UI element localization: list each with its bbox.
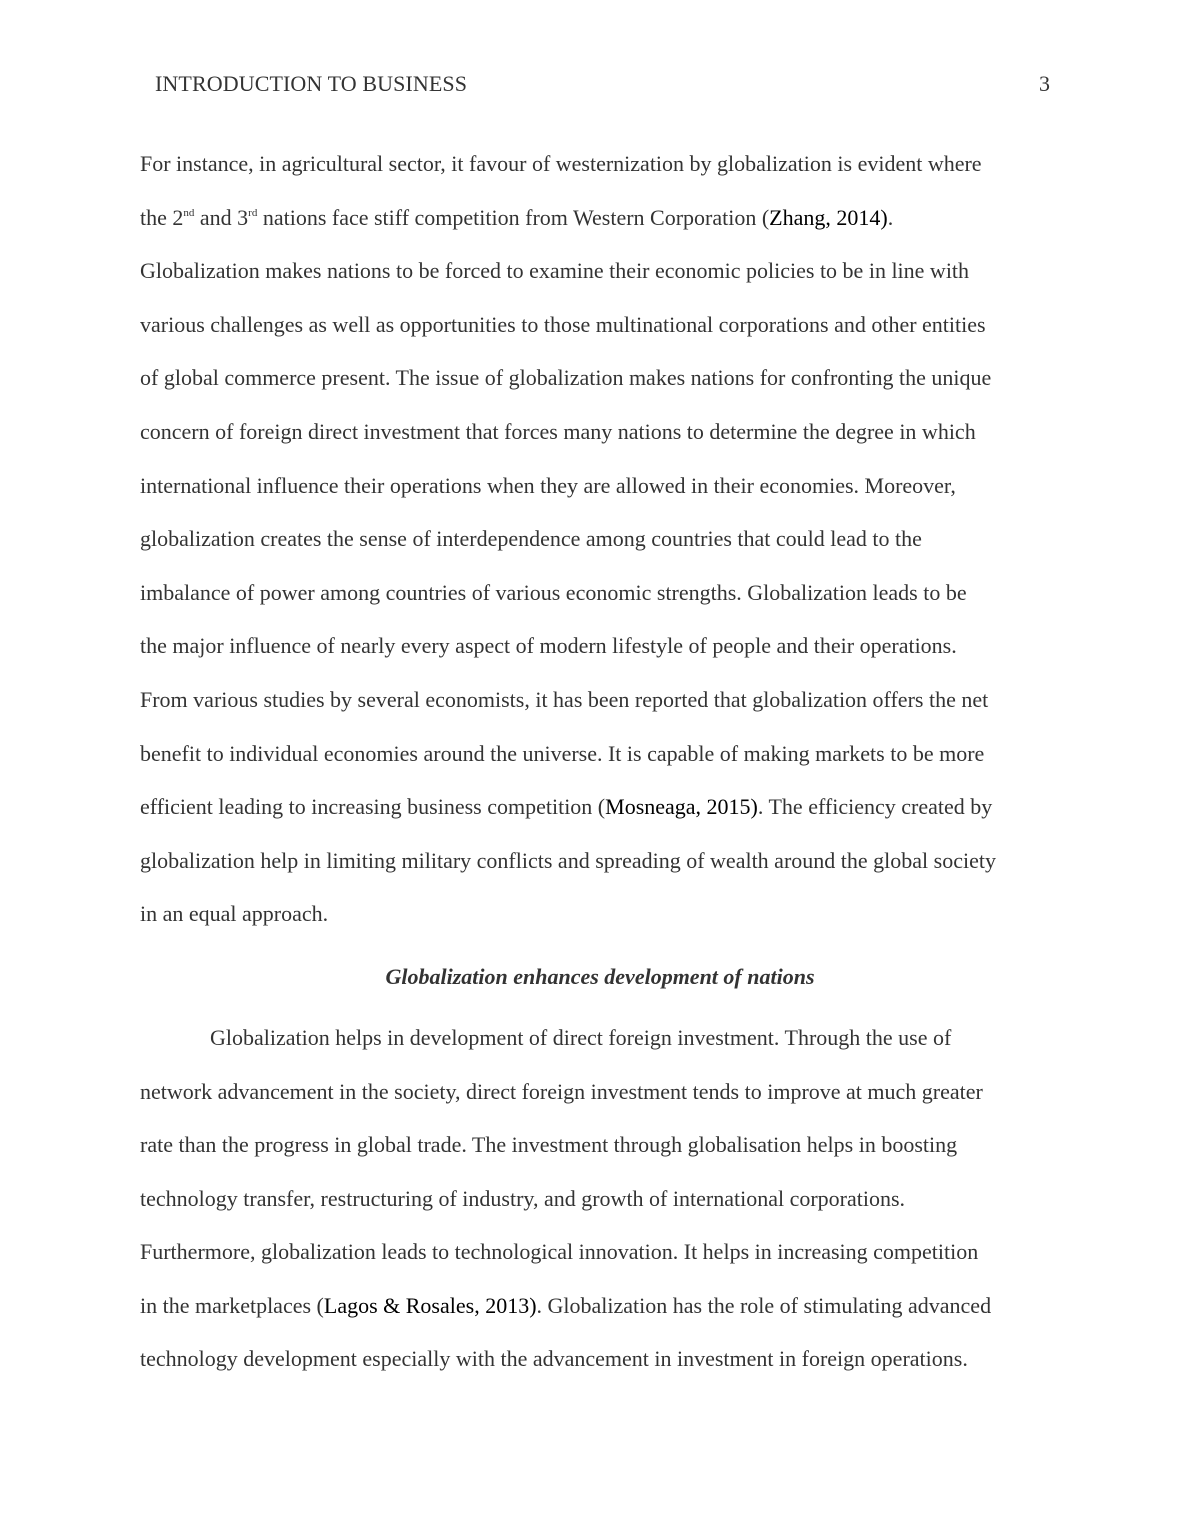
running-head: INTRODUCTION TO BUSINESS: [155, 71, 468, 96]
citation: Mosneaga, 2015): [605, 794, 758, 820]
ordinal-suffix: nd: [183, 206, 195, 219]
text-line: From various studies by several economists, it has been reported that globalization offers the net: [140, 686, 989, 712]
ordinal-suffix: rd: [248, 206, 258, 219]
text-line: various challenges as well as opportunities to those multinational corporations and other entities: [140, 311, 986, 337]
citation: Lagos & Rosales, 2013): [323, 1292, 537, 1318]
text-line: technology transfer, restructuring of industry, and growth of international corporations.: [140, 1185, 906, 1211]
text-span: efficient leading to increasing business competition (: [140, 794, 606, 820]
citation: Zhang, 2014): [769, 204, 888, 230]
text-span: . Globalization has the role of stimulating advanced: [536, 1292, 992, 1318]
text-span: and 3: [194, 204, 249, 230]
paragraph-2: [140, 1011, 1060, 1386]
text-line: For instance, in agricultural sector, it favour of westernization by globalization is evident where: [140, 151, 982, 176]
text-line: imbalance of power among countries of various economic strengths. Globalization leads to be: [140, 579, 967, 605]
text-line: technology development especially with the advancement in investment in foreign operations.: [140, 1346, 968, 1372]
text-span: in the marketplaces (: [140, 1292, 324, 1318]
text-line: of global commerce present. The issue of globalization makes nations for confronting the unique: [140, 365, 992, 391]
text-line: network advancement in the society, direct foreign investment tends to improve at much greater: [140, 1078, 983, 1104]
text-line: rate than the progress in global trade. The investment through globalisation helps in boosting: [140, 1132, 958, 1158]
paragraph-1: [140, 137, 1060, 941]
text-line: in an equal approach.: [140, 901, 329, 927]
text-line: globalization creates the sense of interdependence among countries that could lead to the: [140, 526, 922, 552]
text-line: the major influence of nearly every aspect of modern lifestyle of people and their operations.: [140, 633, 957, 659]
text-line: Globalization makes nations to be forced to examine their economic policies to be in line with: [140, 258, 970, 284]
text-span: nations face stiff competition from Western Corporation (: [257, 204, 770, 230]
text-line: Globalization helps in development of direct foreign investment. Through the use of: [210, 1024, 952, 1050]
text-span: the 2: [140, 204, 184, 230]
section-heading: Globalization enhances development of nations: [385, 963, 815, 989]
text-line: Furthermore, globalization leads to technological innovation. It helps in increasing competition: [140, 1239, 979, 1265]
text-span: . The efficiency created by: [757, 794, 993, 820]
text-line: [140, 1279, 1060, 1333]
text-span: .: [887, 204, 894, 230]
text-line: benefit to individual economies around the universe. It is capable of making markets to be more: [140, 740, 985, 766]
text-line: concern of foreign direct investment that forces many nations to determine the degree in which: [140, 418, 976, 444]
text-line: [140, 780, 1060, 834]
page-number: 3: [1039, 71, 1050, 96]
text-line: globalization help in limiting military conflicts and spreading of wealth around the global society: [140, 847, 996, 873]
document-body: [140, 137, 1060, 1386]
text-line: [140, 191, 1060, 245]
text-line: international influence their operations when they are allowed in their economies. Moreover,: [140, 472, 956, 498]
